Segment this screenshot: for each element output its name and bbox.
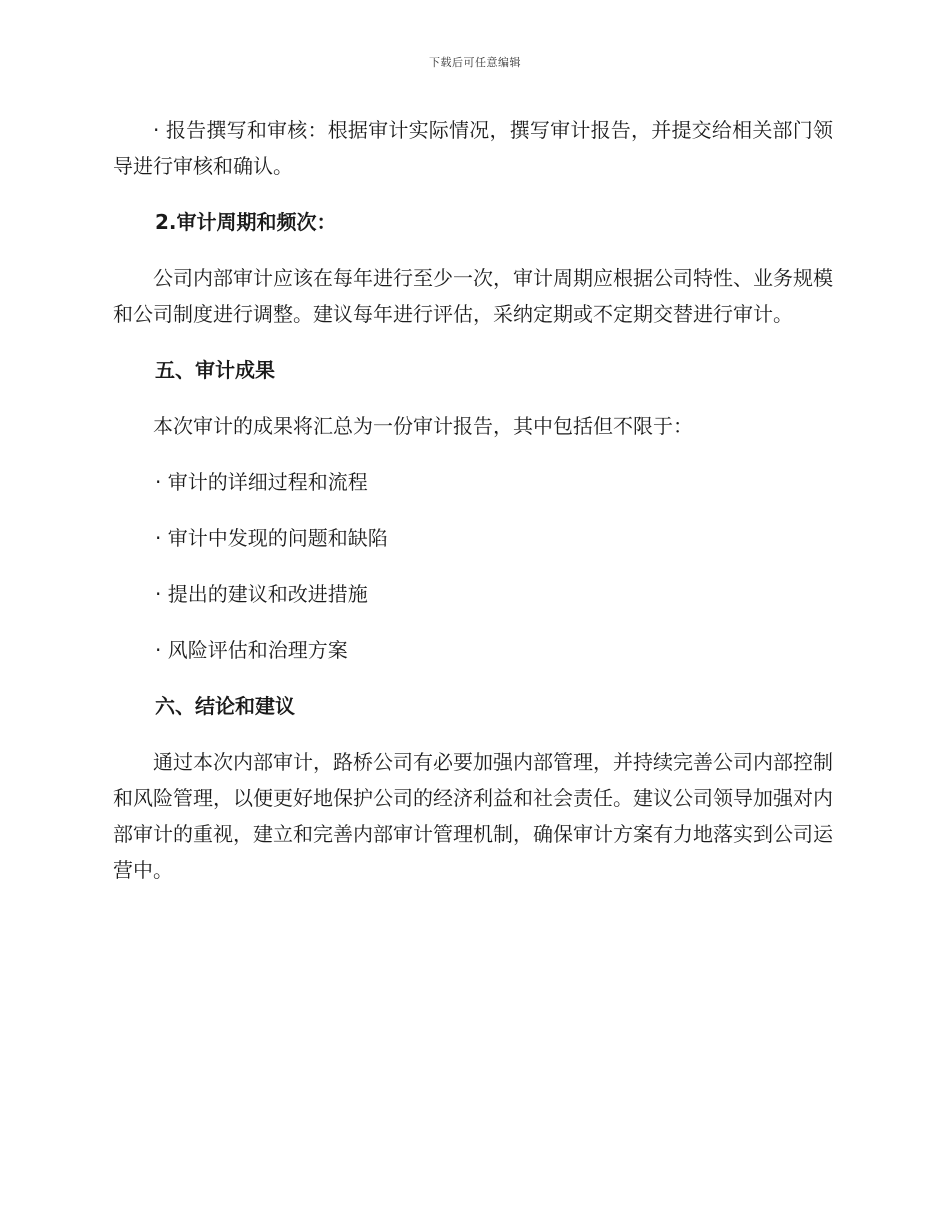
document-body (113, 112, 833, 888)
results-bullet-item: · 风险评估和治理方案 (155, 638, 348, 662)
report-writing-paragraph: · 报告撰写和审核：根据审计实际情况，撰写审计报告，并提交给相关部门领导进行审核和确认。 (113, 118, 833, 178)
audit-results-paragraph: 本次审计的成果将汇总为一份审计报告，其中包括但不限于： (153, 414, 693, 438)
results-bullet-item: · 审计的详细过程和流程 (155, 470, 368, 494)
results-bullet-item: · 审计中发现的问题和缺陷 (155, 526, 388, 550)
audit-cycle-heading: 2.审计周期和频次： (155, 210, 337, 234)
audit-cycle-paragraph: 公司内部审计应该在每年进行至少一次，审计周期应根据公司特性、业务规模和公司制度进行调整。建议每年进行评估，采纳定期或不定期交替进行审计。 (113, 266, 833, 326)
conclusion-paragraph: 通过本次内部审计，路桥公司有必要加强内部管理，并持续完善公司内部控制和风险管理，以便更好地保护公司的经济利益和社会责任。建议公司领导加强对内部审计的重视，建立和完善内部审计管理机制，确保审计方案有力地落实到公司运营中。 (113, 750, 833, 882)
results-bullet-item: · 提出的建议和改进措施 (155, 582, 368, 606)
conclusion-heading: 六、结论和建议 (155, 694, 295, 718)
page-header: 下载后可任意编辑 (429, 56, 521, 69)
audit-results-heading: 五、审计成果 (155, 358, 275, 382)
